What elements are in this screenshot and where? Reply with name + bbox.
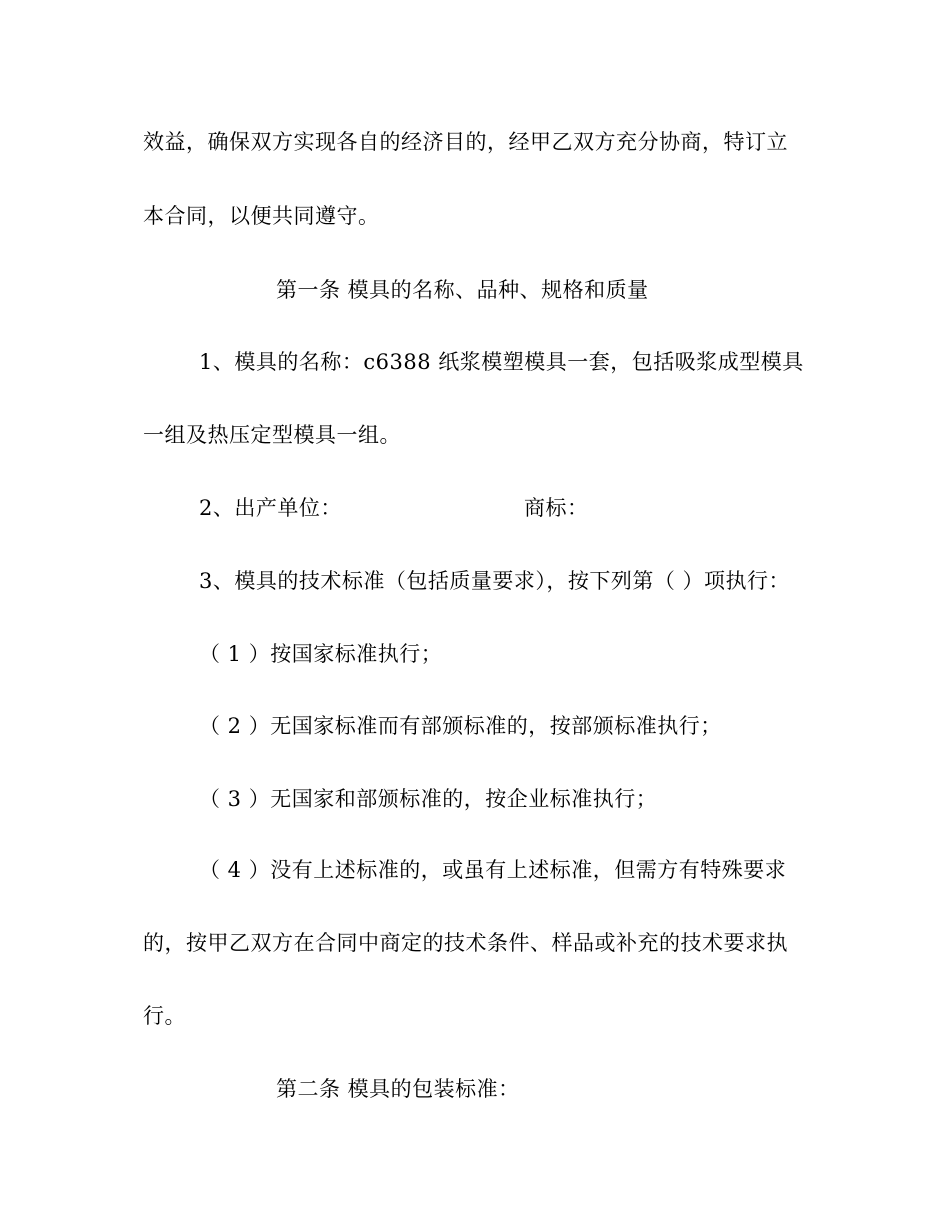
article-2-heading: 第二条 模具的包装标准： bbox=[276, 1077, 520, 1101]
option-3: （ 3 ）无国家和部颁标准的，按企业标准执行； bbox=[199, 787, 658, 811]
item-3-line: 3、模具的技术标准（包括质量要求），按下列第（ ）项执行： bbox=[199, 569, 791, 593]
item-2-producer: 2、出产单位： bbox=[199, 496, 342, 520]
option-1: （ 1 ）按国家标准执行； bbox=[199, 642, 443, 666]
option-4-line: 行。 bbox=[143, 1004, 186, 1028]
paragraph-line: 本合同，以便共同遵守。 bbox=[143, 204, 380, 228]
item-1-line: 1、模具的名称：c6388 纸浆模塑模具一套，包括吸浆成型模具 bbox=[199, 350, 804, 374]
item-2-trademark: 商标： bbox=[524, 496, 589, 520]
item-1-line: 一组及热压定型模具一组。 bbox=[143, 423, 401, 447]
article-1-heading: 第一条 模具的名称、品种、规格和质量 bbox=[276, 278, 649, 302]
option-4-line: （ 4 ）没有上述标准的，或虽有上述标准，但需方有特殊要求 bbox=[199, 858, 787, 882]
paragraph-line: 效益，确保双方实现各自的经济目的，经甲乙双方充分协商，特订立 bbox=[143, 130, 788, 154]
option-4-line: 的，按甲乙双方在合同中商定的技术条件、样品或补充的技术要求执 bbox=[143, 931, 788, 955]
option-2: （ 2 ）无国家标准而有部颁标准的，按部颁标准执行； bbox=[199, 714, 722, 738]
